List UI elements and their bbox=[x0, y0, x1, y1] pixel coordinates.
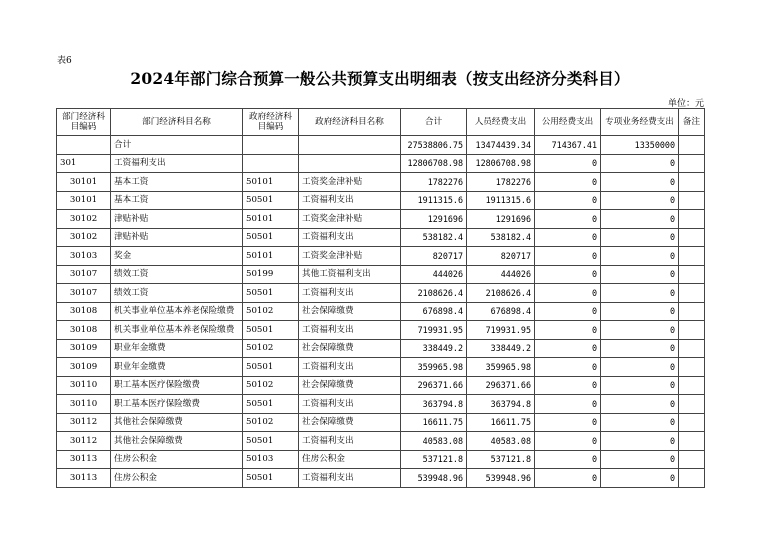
cell-gov-name: 社会保障缴费 bbox=[299, 376, 401, 395]
cell-dept-name: 其他社会保障缴费 bbox=[111, 413, 243, 432]
cell-remarks bbox=[679, 210, 705, 229]
cell-public: 0 bbox=[535, 469, 601, 488]
cell-personnel: 16611.75 bbox=[467, 413, 535, 432]
cell-special: 0 bbox=[601, 191, 679, 210]
cell-dept-name: 基本工资 bbox=[111, 191, 243, 210]
cell-dept-name: 基本工资 bbox=[111, 173, 243, 192]
cell-gov-name: 其他工资福利支出 bbox=[299, 265, 401, 284]
cell-dept-code: 30112 bbox=[57, 413, 111, 432]
cell-dept-name: 绩效工资 bbox=[111, 265, 243, 284]
cell-remarks bbox=[679, 302, 705, 321]
cell-dept-name: 职业年金缴费 bbox=[111, 339, 243, 358]
cell-dept-code: 30101 bbox=[57, 173, 111, 192]
cell-gov-name bbox=[299, 154, 401, 173]
cell-dept-name: 绩效工资 bbox=[111, 284, 243, 303]
cell-dept-code: 30108 bbox=[57, 302, 111, 321]
cell-special: 0 bbox=[601, 210, 679, 229]
cell-dept-name: 住房公积金 bbox=[111, 450, 243, 469]
cell-total: 538182.4 bbox=[401, 228, 467, 247]
table-row bbox=[57, 173, 705, 192]
cell-total: 1911315.6 bbox=[401, 191, 467, 210]
cell-gov-code: 50102 bbox=[243, 413, 299, 432]
header-dept-name: 部门经济科目名称 bbox=[111, 109, 243, 136]
cell-remarks bbox=[679, 191, 705, 210]
cell-gov-name: 社会保障缴费 bbox=[299, 339, 401, 358]
cell-public: 0 bbox=[535, 339, 601, 358]
cell-personnel: 40583.08 bbox=[467, 432, 535, 451]
table-row bbox=[57, 450, 705, 469]
cell-total: 338449.2 bbox=[401, 339, 467, 358]
cell-personnel: 338449.2 bbox=[467, 339, 535, 358]
cell-gov-code: 50501 bbox=[243, 395, 299, 414]
cell-dept-code: 30102 bbox=[57, 228, 111, 247]
cell-total: 12806708.98 bbox=[401, 154, 467, 173]
cell-gov-code: 50103 bbox=[243, 450, 299, 469]
header-gov-name: 政府经济科目名称 bbox=[299, 109, 401, 136]
table-row bbox=[57, 265, 705, 284]
table-row bbox=[57, 210, 705, 229]
cell-dept-code: 30110 bbox=[57, 376, 111, 395]
table-row bbox=[57, 432, 705, 451]
cell-remarks bbox=[679, 450, 705, 469]
cell-dept-code: 30113 bbox=[57, 469, 111, 488]
cell-gov-code: 50199 bbox=[243, 265, 299, 284]
cell-public: 0 bbox=[535, 173, 601, 192]
table-body bbox=[57, 136, 705, 488]
header-total: 合计 bbox=[401, 109, 467, 136]
header-remarks: 备注 bbox=[679, 109, 705, 136]
cell-personnel: 1782276 bbox=[467, 173, 535, 192]
cell-personnel: 363794.8 bbox=[467, 395, 535, 414]
cell-special: 0 bbox=[601, 432, 679, 451]
cell-gov-name: 工资福利支出 bbox=[299, 191, 401, 210]
cell-gov-code: 50501 bbox=[243, 321, 299, 340]
table-row bbox=[57, 284, 705, 303]
cell-special: 0 bbox=[601, 376, 679, 395]
cell-dept-name: 奖金 bbox=[111, 247, 243, 266]
cell-special: 0 bbox=[601, 413, 679, 432]
cell-special: 0 bbox=[601, 339, 679, 358]
cell-gov-name: 工资福利支出 bbox=[299, 228, 401, 247]
page-title: 2024年部门综合预算一般公共预算支出明细表（按支出经济分类科目） bbox=[130, 69, 630, 88]
cell-personnel: 537121.8 bbox=[467, 450, 535, 469]
cell-public: 0 bbox=[535, 395, 601, 414]
cell-public: 0 bbox=[535, 210, 601, 229]
table-number: 表6 bbox=[57, 56, 72, 66]
cell-dept-code: 30113 bbox=[57, 450, 111, 469]
cell-remarks bbox=[679, 136, 705, 155]
table-row bbox=[57, 154, 705, 173]
table-row bbox=[57, 413, 705, 432]
cell-gov-name: 工资福利支出 bbox=[299, 432, 401, 451]
cell-special: 0 bbox=[601, 302, 679, 321]
cell-personnel: 719931.95 bbox=[467, 321, 535, 340]
cell-dept-code: 30109 bbox=[57, 358, 111, 377]
cell-dept-name: 职工基本医疗保险缴费 bbox=[111, 395, 243, 414]
cell-personnel: 13474439.34 bbox=[467, 136, 535, 155]
cell-total: 27538806.75 bbox=[401, 136, 467, 155]
cell-special: 0 bbox=[601, 395, 679, 414]
cell-dept-name: 津贴补贴 bbox=[111, 210, 243, 229]
table-row bbox=[57, 358, 705, 377]
cell-personnel: 820717 bbox=[467, 247, 535, 266]
cell-public: 0 bbox=[535, 376, 601, 395]
cell-total: 820717 bbox=[401, 247, 467, 266]
cell-personnel: 12806708.98 bbox=[467, 154, 535, 173]
cell-personnel: 296371.66 bbox=[467, 376, 535, 395]
table-row bbox=[57, 191, 705, 210]
cell-total: 363794.8 bbox=[401, 395, 467, 414]
header-special: 专项业务经费支出 bbox=[601, 109, 679, 136]
cell-gov-name: 社会保障缴费 bbox=[299, 302, 401, 321]
cell-gov-code: 50101 bbox=[243, 247, 299, 266]
table-row bbox=[57, 339, 705, 358]
cell-gov-name: 工资福利支出 bbox=[299, 284, 401, 303]
cell-gov-name: 工资福利支出 bbox=[299, 469, 401, 488]
cell-dept-name: 其他社会保障缴费 bbox=[111, 432, 243, 451]
cell-gov-name: 工资奖金津补贴 bbox=[299, 247, 401, 266]
cell-special: 0 bbox=[601, 321, 679, 340]
cell-dept-code: 30107 bbox=[57, 265, 111, 284]
cell-gov-name: 工资福利支出 bbox=[299, 358, 401, 377]
cell-special: 0 bbox=[601, 284, 679, 303]
cell-total: 676898.4 bbox=[401, 302, 467, 321]
cell-special: 0 bbox=[601, 450, 679, 469]
cell-remarks bbox=[679, 321, 705, 340]
table-row bbox=[57, 376, 705, 395]
cell-total: 359965.98 bbox=[401, 358, 467, 377]
cell-public: 0 bbox=[535, 358, 601, 377]
cell-gov-code: 50101 bbox=[243, 173, 299, 192]
cell-gov-name: 工资奖金津补贴 bbox=[299, 210, 401, 229]
cell-personnel: 676898.4 bbox=[467, 302, 535, 321]
cell-remarks bbox=[679, 284, 705, 303]
cell-gov-code: 50102 bbox=[243, 302, 299, 321]
cell-public: 714367.41 bbox=[535, 136, 601, 155]
cell-personnel: 2108626.4 bbox=[467, 284, 535, 303]
cell-remarks bbox=[679, 154, 705, 173]
header-dept-code: 部门经济科目编码 bbox=[57, 109, 111, 136]
table-row bbox=[57, 228, 705, 247]
cell-public: 0 bbox=[535, 284, 601, 303]
cell-gov-name: 工资奖金津补贴 bbox=[299, 173, 401, 192]
cell-dept-code: 301 bbox=[57, 154, 111, 173]
cell-gov-name: 住房公积金 bbox=[299, 450, 401, 469]
budget-table bbox=[56, 108, 705, 488]
cell-dept-code: 30112 bbox=[57, 432, 111, 451]
cell-remarks bbox=[679, 265, 705, 284]
cell-gov-code bbox=[243, 136, 299, 155]
cell-remarks bbox=[679, 395, 705, 414]
table-row bbox=[57, 469, 705, 488]
cell-total: 296371.66 bbox=[401, 376, 467, 395]
cell-personnel: 444026 bbox=[467, 265, 535, 284]
header-gov-code: 政府经济科目编码 bbox=[243, 109, 299, 136]
unit-label: 单位：元 bbox=[667, 99, 704, 109]
cell-public: 0 bbox=[535, 265, 601, 284]
cell-gov-code bbox=[243, 154, 299, 173]
cell-dept-name: 机关事业单位基本养老保险缴费 bbox=[111, 321, 243, 340]
cell-remarks bbox=[679, 247, 705, 266]
cell-dept-name: 津贴补贴 bbox=[111, 228, 243, 247]
table-row bbox=[57, 395, 705, 414]
cell-gov-code: 50501 bbox=[243, 191, 299, 210]
cell-public: 0 bbox=[535, 321, 601, 340]
cell-gov-code: 50102 bbox=[243, 376, 299, 395]
header-personnel: 人员经费支出 bbox=[467, 109, 535, 136]
cell-remarks bbox=[679, 358, 705, 377]
cell-total: 1291696 bbox=[401, 210, 467, 229]
cell-special: 0 bbox=[601, 173, 679, 192]
table-row bbox=[57, 302, 705, 321]
cell-dept-name: 住房公积金 bbox=[111, 469, 243, 488]
cell-gov-code: 50501 bbox=[243, 432, 299, 451]
cell-dept-name: 机关事业单位基本养老保险缴费 bbox=[111, 302, 243, 321]
cell-gov-code: 50102 bbox=[243, 339, 299, 358]
cell-remarks bbox=[679, 432, 705, 451]
cell-remarks bbox=[679, 228, 705, 247]
cell-personnel: 1291696 bbox=[467, 210, 535, 229]
cell-personnel: 359965.98 bbox=[467, 358, 535, 377]
cell-gov-code: 50501 bbox=[243, 358, 299, 377]
cell-gov-code: 50501 bbox=[243, 284, 299, 303]
cell-special: 0 bbox=[601, 469, 679, 488]
cell-dept-code: 30103 bbox=[57, 247, 111, 266]
cell-special: 0 bbox=[601, 265, 679, 284]
cell-personnel: 538182.4 bbox=[467, 228, 535, 247]
cell-public: 0 bbox=[535, 432, 601, 451]
cell-dept-name: 合计 bbox=[111, 136, 243, 155]
cell-gov-code: 50501 bbox=[243, 228, 299, 247]
cell-total: 2108626.4 bbox=[401, 284, 467, 303]
cell-gov-code: 50501 bbox=[243, 469, 299, 488]
cell-remarks bbox=[679, 376, 705, 395]
table-header-row bbox=[57, 109, 705, 136]
cell-personnel: 539948.96 bbox=[467, 469, 535, 488]
cell-public: 0 bbox=[535, 228, 601, 247]
cell-special: 13350000 bbox=[601, 136, 679, 155]
cell-remarks bbox=[679, 469, 705, 488]
cell-dept-code: 30101 bbox=[57, 191, 111, 210]
cell-dept-code: 30107 bbox=[57, 284, 111, 303]
cell-dept-code: 30109 bbox=[57, 339, 111, 358]
cell-gov-name bbox=[299, 136, 401, 155]
cell-total: 1782276 bbox=[401, 173, 467, 192]
cell-public: 0 bbox=[535, 302, 601, 321]
table-row bbox=[57, 321, 705, 340]
cell-remarks bbox=[679, 413, 705, 432]
cell-remarks bbox=[679, 339, 705, 358]
cell-total: 16611.75 bbox=[401, 413, 467, 432]
cell-public: 0 bbox=[535, 450, 601, 469]
cell-dept-name: 职业年金缴费 bbox=[111, 358, 243, 377]
cell-total: 537121.8 bbox=[401, 450, 467, 469]
cell-dept-name: 职工基本医疗保险缴费 bbox=[111, 376, 243, 395]
cell-remarks bbox=[679, 173, 705, 192]
cell-special: 0 bbox=[601, 358, 679, 377]
cell-total: 539948.96 bbox=[401, 469, 467, 488]
cell-dept-code bbox=[57, 136, 111, 155]
cell-special: 0 bbox=[601, 154, 679, 173]
cell-total: 40583.08 bbox=[401, 432, 467, 451]
cell-dept-code: 30102 bbox=[57, 210, 111, 229]
cell-gov-name: 社会保障缴费 bbox=[299, 413, 401, 432]
header-public: 公用经费支出 bbox=[535, 109, 601, 136]
cell-total: 444026 bbox=[401, 265, 467, 284]
cell-special: 0 bbox=[601, 228, 679, 247]
cell-public: 0 bbox=[535, 154, 601, 173]
table-row bbox=[57, 136, 705, 155]
cell-public: 0 bbox=[535, 413, 601, 432]
cell-gov-name: 工资福利支出 bbox=[299, 321, 401, 340]
cell-public: 0 bbox=[535, 247, 601, 266]
cell-public: 0 bbox=[535, 191, 601, 210]
cell-total: 719931.95 bbox=[401, 321, 467, 340]
cell-dept-code: 30110 bbox=[57, 395, 111, 414]
cell-personnel: 1911315.6 bbox=[467, 191, 535, 210]
table-row bbox=[57, 247, 705, 266]
cell-gov-name: 工资福利支出 bbox=[299, 395, 401, 414]
cell-gov-code: 50101 bbox=[243, 210, 299, 229]
cell-dept-code: 30108 bbox=[57, 321, 111, 340]
cell-dept-name: 工资福利支出 bbox=[111, 154, 243, 173]
cell-special: 0 bbox=[601, 247, 679, 266]
